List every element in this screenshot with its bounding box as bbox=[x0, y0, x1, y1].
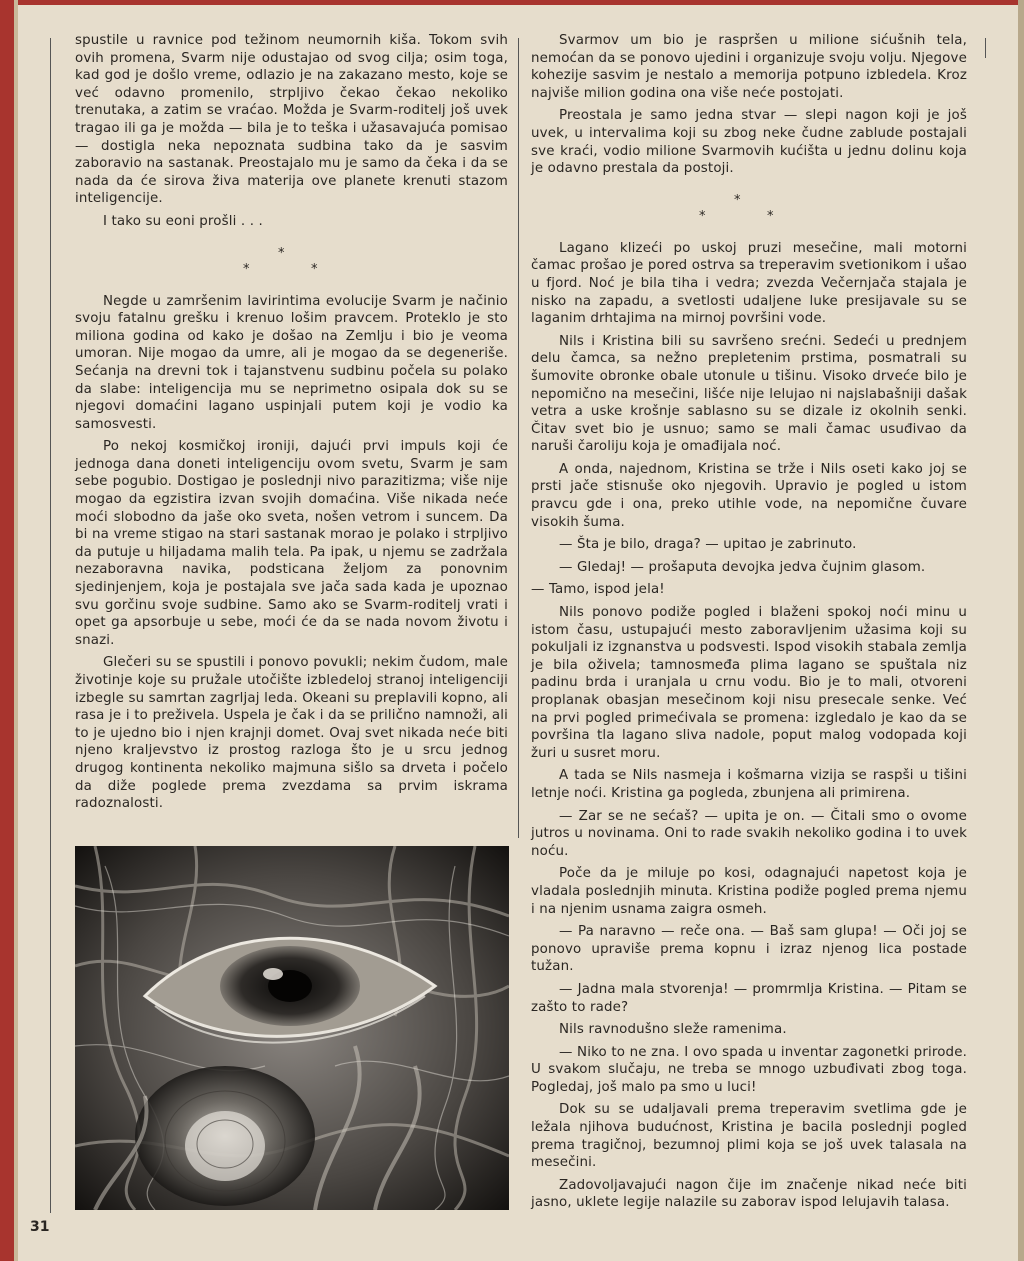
right-paragraph-1: Svarmov um bio je raspršen u milione sićušnih tela, nemoćan da se ponovo ujedini i organizuje svoju volju. Njegove kohezije sasvim je nestalo a memorija potpuno izbledela. Kroz najviše milion godina ona više neće postojati. bbox=[531, 33, 967, 101]
star-right: * bbox=[767, 208, 774, 224]
right-paragraph-15: Nils ravnodušno sleže ramenima. bbox=[559, 1022, 787, 1038]
illustration-art bbox=[75, 846, 509, 1210]
middle-column-rule bbox=[518, 38, 519, 838]
right-paragraph-6: — Šta je bilo, draga? — upitao je zabrinuto. bbox=[559, 537, 857, 553]
right-paragraph-14: — Jadna mala stvorenja! — promrmlja Kristina. — Pitam se zašto to rade? bbox=[531, 981, 967, 1015]
right-paragraph-10: A tada se Nils nasmeja i košmarna vizija se raspši u tišini letnje noći. Kristina ga pogleda, zbunjena ali primirena. bbox=[531, 768, 967, 801]
page-top-edge bbox=[0, 0, 1024, 5]
left-paragraph-5: Glečeri su se spustili i ponovo povukli; nekim čudom, male životinje koje su pružale utočište izbledeloj stranoj inteligenciji izbegle su samrtan zagrljaj leda. Okeani su preplavili kopno, ali rasa je i to preživela. Uspela je čak i da se prilično namnoži, ali to je ujedno bio i njen krajnji domet. Ovaj svet nikada neće biti njeno kraljevstvo iz prostog razloga što je u srcu jednog drugog kontinenta nekoliko majmuna sišlo sa drveta i počelo da diže poglede prema zvezdama sa prvim iskrama radoznalosti. bbox=[75, 655, 508, 812]
left-column-rule bbox=[50, 38, 51, 1213]
star-right: * bbox=[311, 261, 318, 277]
left-paragraph-4: Po nekoj kosmičkoj ironiji, dajući prvi impuls koji će jednoga dana doneti inteligenciju ovom svetu, Svarm je sam sebe pogubio. Dostigao je poslednji nivo parazitizma; više nije mogao da egzistira izvan svojih domaćina. Više nikada neće moći slobodno da jaše oko sveta, nošen vetrom i suncem. Da bi na vreme stigao na stari sastanak morao je polako i strpljivo da putuje u hiljadama malih tela. Pa ipak, u njemu se zadržala nezaboravna navika, podsticana željom za ponovnim sjedinjenjem, koja je postajala sve jača sada kada je upoznao svu gorčinu svoje sudbine. Samo ako se Svarm-roditelj vrati i opet ga apsorbuje u sebe, moći će da se nada novom životu i snazi. bbox=[75, 439, 508, 648]
right-paragraph-3: Lagano klizeći po uskoj pruzi mesečine, mali motorni čamac prošao je pored ostrva sa treperavim svetionikom i ušao u fjord. Noć je bila tiha i vedra; zvezda Večernjača stajala je nisko na zapadu, a svetlosti udaljene luke presijavale su se laganim drhtajima na mirnoj površini vode. bbox=[531, 240, 967, 327]
right-paragraph-18: Zadovoljavajući nagon čije im značenje nikad neće biti jasno, uklete legije nalazile su zaborav ispod lelujavih talasa. bbox=[531, 1177, 967, 1211]
right-paragraph-8: — Tamo, ispod jela! bbox=[531, 582, 665, 598]
right-paragraph-12: Poče da je miluje po kosi, odagnajući napetost koja je vladala poslednjih minuta. Kristina podiže pogled prema njemu i na njenim usnama zaigra osmeh. bbox=[531, 866, 967, 917]
right-column-rule bbox=[985, 38, 986, 58]
right-paragraph-11: — Zar se ne sećaš? — upita je on. — Čitali smo o ovome jutros u novinama. Oni to rade svakih nekoliko godina i to uvek noću. bbox=[531, 808, 967, 859]
right-paragraph-7: — Gledaj! — prošaputa devojka jedva čujnim glasom. bbox=[559, 559, 926, 575]
section-divider-stars bbox=[75, 241, 508, 281]
star-top: * bbox=[278, 245, 285, 261]
left-paragraph-3: Negde u zamršenim lavirintima evolucije Svarm je načinio svoju fatalnu grešku i krenuo lošim pravcem. Proteklo je sto miliona godina od kako je došao na Zemlju i bio je veoma umoran. Nije mogao da umre, ali je mogao da se degeneriše. Sećanja na drevni tok i tajanstvenu sudbinu počela su polako da slabe: inteligencija mu se neprimetno osipala dok su se njegovi domaćini lagano uspinjali putem koji je vodio ka samosvesti. bbox=[75, 293, 508, 432]
right-paragraph-4: Nils i Kristina bili su savršeno srećni. Sedeći u prednjem delu čamca, sa nežno prepletenim prstima, posmatrali su šumovite obronke obale utonule u tišinu. Visoko drveće bilo je nepomično na mesečini, lišće nije lelujao ni najslabašniji dašak vetra a uske krošnje sablasno su se dizale iz okolnih senki. Čitav svet bio je usnuo; samo se mali čamac usuđivao da naruši čaroliju koja je omađijala noć. bbox=[531, 333, 967, 455]
right-paragraph-5: A onda, najednom, Kristina se trže i Nils oseti kako joj se prsti jače stisnuše oko njegovih. Upravio je pogled u istom pravcu gde i ona, preko utihle vode, na nepomične čuvare visokih šuma. bbox=[531, 461, 967, 530]
left-paragraph-2: I tako su eoni prošli . . . bbox=[103, 213, 263, 229]
star-top: * bbox=[734, 192, 741, 208]
right-paragraph-9: Nils ponovo podiže pogled i blaženi spokoj noći minu u istom času, ustupajući mesto zaboravljenim užasima koji su pokuljali iz izgnanstva u podsvesti. Ispod visokih stabala zemlja je bila oživela; tamnosmeđa plima lagano se spuštala niz padinu brda i uranjala u crnu vodu. Bio je to mali, otvoreni proplanak obasjan mesečinom koji nisu presecale senke. Već na prvi pogled primećivala se promena: izgledalo je kao da se površina tla lagano sliva nadole, poput malog vodopada koji žuri u susret moru. bbox=[531, 605, 967, 761]
left-paragraph-1: spustile u ravnice pod težinom neumornih kiša. Tokom svih ovih promena, Svarm nije odustajao od svog cilja; osim toga, kad god je došlo vreme, odlazio je na zakazano mesto, koje se već odavno promenilo, strpljivo čekao čekao nekoliko trenutaka, a zatim se vraćao. Možda je Svarm-roditelj još uvek tragao ili ga je možda — bila je to teška i užasavajuća pomisao — dostigla neka nepoznata sudbina tako da je sasvim zaboravio na sastanak. Preostajalo mu je samo da čeka i da se nada da će sirova živa materija ove planete krenuti stazom inteligencije. bbox=[75, 33, 508, 207]
binding-edge bbox=[0, 0, 14, 1261]
right-paragraph-16: — Niko to ne zna. I ovo spada u inventar zagonetki prirode. U svakom slučaju, ne treba se mnogo uzbuđivati zbog toga. Pogledaj, još malo pa smo u luci! bbox=[531, 1044, 967, 1095]
right-paragraph-17: Dok su se udaljavali prema treperavim svetlima gde je ležala njihova budućnost, Kristina je bacila poslednji pogled prema tragičnoj, bezumnoj plimi koja se još uvek talasala na mesečini. bbox=[531, 1102, 967, 1171]
star-left: * bbox=[243, 261, 250, 277]
binding-shadow bbox=[14, 0, 18, 1261]
surreal-eye-illustration bbox=[75, 846, 509, 1210]
section-divider-stars-right bbox=[531, 188, 967, 228]
right-paragraph-2: Preostala je samo jedna stvar — slepi nagon koji je još uvek, u intervalima koji su zbog neke čudne zablude postajali sve kraći, vodio milione Svarmovih kućišta u jednu dolinu koja je odavno prestala da postoji. bbox=[531, 108, 967, 177]
star-left: * bbox=[699, 208, 706, 224]
page-number: 31 bbox=[30, 1219, 50, 1235]
right-paragraph-13: — Pa naravno — reče ona. — Baš sam glupa! — Oči joj se ponovo upraviše prema kopnu i izraz njenog lica postade tužan. bbox=[531, 924, 967, 975]
right-column bbox=[531, 32, 967, 1217]
page-right-edge bbox=[1018, 0, 1024, 1261]
left-column bbox=[75, 32, 508, 818]
